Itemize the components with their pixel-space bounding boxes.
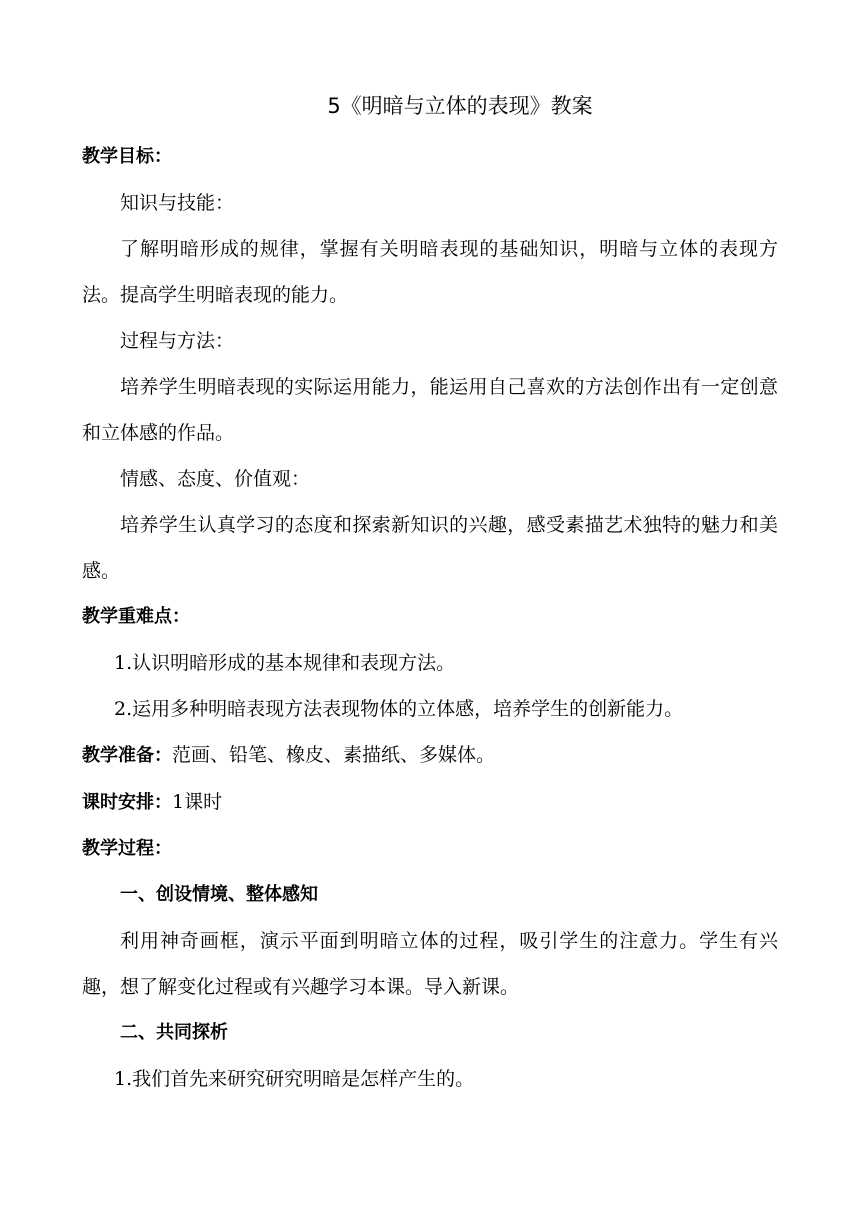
emotion-text: 培养学生认真学习的态度和探索新知识的兴趣，感受素描艺术独特的魅力和美感。 [82, 514, 778, 582]
procedure-heading: 教学过程： [82, 838, 172, 859]
key-point-item: 2.运用多种明暗表现方法表现物体的立体感，培养学生的创新能力。 [114, 698, 684, 720]
knowledge-label: 知识与技能： [120, 192, 235, 214]
schedule-label: 课时安排： [82, 792, 172, 813]
preparation-line [82, 732, 778, 779]
preparation-text: 范画、铅笔、橡皮、素描纸、多媒体。 [172, 744, 496, 766]
key-point-item: 1.认识明暗形成的基本规律和表现方法。 [114, 652, 456, 674]
emotion-label: 情感、态度、价值观： [120, 468, 311, 490]
section2-item: 1.我们首先来研究研究明暗是怎样产生的。 [114, 1068, 475, 1090]
knowledge-text: 了解明暗形成的规律，掌握有关明暗表现的基础知识，明暗与立体的表现方法。提高学生明暗表现的能力。 [82, 238, 778, 306]
document-title: 5《明暗与立体的表现》教案 [327, 94, 593, 118]
section2-title: 二、共同探析 [120, 1022, 228, 1043]
objectives-heading: 教学目标： [82, 146, 172, 167]
preparation-label: 教学准备： [82, 745, 172, 766]
section1-title: 一、创设情境、整体感知 [120, 884, 318, 905]
key-points-heading: 教学重难点： [82, 606, 190, 627]
schedule-text: 1课时 [172, 791, 223, 813]
section1-text: 利用神奇画框，演示平面到明暗立体的过程，吸引学生的注意力。学生有兴趣，想了解变化过程或有兴趣学习本课。导入新课。 [82, 930, 778, 998]
process-label: 过程与方法： [120, 330, 235, 352]
schedule-line [82, 779, 778, 826]
process-text: 培养学生明暗表现的实际运用能力，能运用自己喜欢的方法创作出有一定创意和立体感的作品。 [82, 376, 778, 444]
